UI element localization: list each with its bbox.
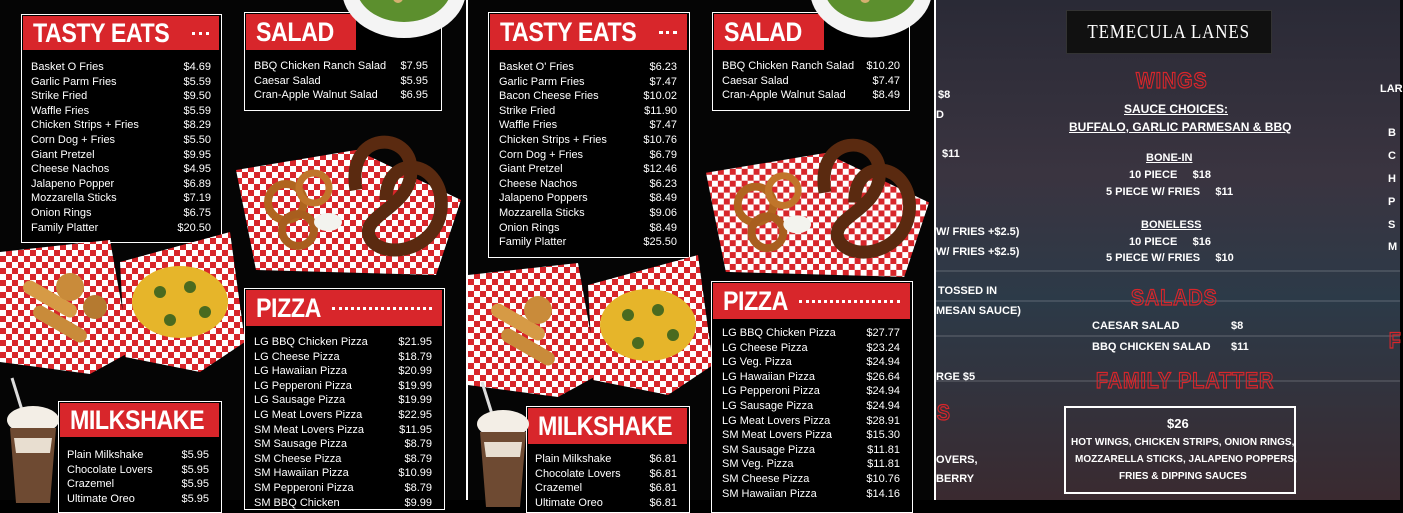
menu-item-name: LG Veg. Pizza <box>722 356 792 369</box>
menu-item-name: LG Pepperoni Pizza <box>254 379 352 392</box>
menu-item <box>722 355 900 370</box>
menu-item <box>535 452 677 467</box>
family-platter-price: $26 <box>1167 416 1189 431</box>
menu-item-name: Jalapeno Poppers <box>499 192 588 205</box>
menu-item-price: $7.47 <box>649 119 677 132</box>
menu-item-name: Family Platter <box>499 236 567 249</box>
menu-item-price: $25.50 <box>643 236 677 249</box>
menu-item-name: Mozzarella Sticks <box>31 192 117 205</box>
menu-item-price: $10.02 <box>643 90 677 103</box>
menu-item <box>31 191 211 206</box>
menu-item <box>254 379 432 394</box>
menu-item-price: $8.49 <box>872 89 900 102</box>
menu-item <box>254 423 432 438</box>
menu-item-price: $20.99 <box>398 365 432 378</box>
family-platter-desc-3: FRIES & DIPPING SAUCES <box>1119 471 1247 482</box>
menu-item-price: $28.91 <box>866 414 900 427</box>
fragment-right: M <box>1388 241 1398 253</box>
milkshake-list <box>67 448 209 506</box>
menu-item-price: $15.30 <box>866 429 900 442</box>
menu-item-price: $8.49 <box>649 221 677 234</box>
menu-item <box>722 59 900 74</box>
menu-item-name: Mozzarella Sticks <box>499 206 585 219</box>
menu-item-name: BBQ Chicken Ranch Salad <box>722 60 855 72</box>
bone-in-10: 10 PIECE $18 <box>1129 169 1211 181</box>
menu-item-price: $8.79 <box>404 438 432 451</box>
menu-item-name: LG Hawaiian Pizza <box>254 365 347 378</box>
menu-item-name: SM Pepperoni Pizza <box>254 481 354 494</box>
caesar-salad-price: $8 <box>1231 320 1244 332</box>
menu-item-name: Cran-Apple Walnut Salad <box>254 89 378 102</box>
menu-item-name: SM Veg. Pizza <box>722 458 794 471</box>
menu-item-price: $10.76 <box>866 472 900 485</box>
menu-item <box>67 492 209 507</box>
logo <box>1066 10 1272 54</box>
menu-item-name: Caesar Salad <box>254 74 321 87</box>
menu-item-name: Chicken Strips + Fries <box>31 119 139 132</box>
menu-item-price: $24.94 <box>866 356 900 369</box>
fragment-right: S <box>1388 219 1396 231</box>
menu-item <box>254 74 428 89</box>
menu-item <box>254 437 432 452</box>
menu-item-price: $5.59 <box>183 104 211 117</box>
fragment-left: RGE $5 <box>936 371 976 383</box>
menu-item <box>254 452 432 467</box>
menu-item-name: Chocolate Lovers <box>535 467 621 480</box>
menu-item-price: $6.89 <box>183 177 211 190</box>
milkshake-header <box>528 408 687 444</box>
menu-item <box>31 177 211 192</box>
menu-item-price: $7.19 <box>183 192 211 205</box>
menu-item-price: $11.90 <box>644 104 677 117</box>
fragment-left: $8 <box>938 89 951 101</box>
menu-item <box>499 89 677 104</box>
fragment-left-heading: S <box>936 400 951 425</box>
pizza-title: PIZZA <box>256 292 321 323</box>
menu-panel-middle <box>468 0 934 509</box>
menu-item-name: Cran-Apple Walnut Salad <box>722 89 846 102</box>
menu-item <box>31 75 211 90</box>
menu-item <box>535 467 677 482</box>
fragment-left: BERRY <box>936 473 975 485</box>
fragment-left: OVERS, <box>936 454 978 466</box>
milkshake-header <box>60 403 219 437</box>
menu-item <box>499 118 677 133</box>
menu-item-name: Corn Dog + Fries <box>499 148 584 161</box>
salad-list <box>722 59 900 103</box>
menu-item-name: SM Sausage Pizza <box>254 438 347 451</box>
menu-item-price: $23.24 <box>866 341 900 354</box>
tasty-eats-title: TASTY EATS <box>33 17 170 48</box>
menu-item-name: SM Cheese Pizza <box>254 452 342 465</box>
menu-item <box>499 177 677 192</box>
menu-item <box>722 384 900 399</box>
pretzel-onion-rings-image <box>706 130 934 280</box>
menu-item-name: SM Meat Lovers Pizza <box>254 423 365 436</box>
menu-item <box>254 350 432 365</box>
menu-item-price: $24.94 <box>866 399 900 412</box>
menu-item <box>31 206 211 221</box>
menu-item <box>254 466 432 481</box>
menu-item-name: LG Cheese Pizza <box>254 350 340 363</box>
menu-item <box>31 133 211 148</box>
menu-item-name: Waffle Fries <box>31 104 90 117</box>
menu-item-price: $9.06 <box>649 206 677 219</box>
menu-item-price: $27.77 <box>866 327 900 339</box>
menu-item-price: $9.50 <box>183 90 211 103</box>
menu-item-price: $9.95 <box>183 148 211 161</box>
menu-item <box>67 477 209 492</box>
menu-item <box>722 457 900 472</box>
menu-item-name: LG Sausage Pizza <box>254 394 346 407</box>
menu-panel-right <box>936 0 1403 500</box>
salads-title: SALADS <box>1130 285 1218 310</box>
menu-item <box>254 393 432 408</box>
menu-item-name: LG Meat Lovers Pizza <box>254 408 363 421</box>
milkshake-list <box>535 452 677 510</box>
menu-item <box>254 335 432 350</box>
menu-item <box>31 89 211 104</box>
fragment-right-heading: F <box>1388 328 1402 353</box>
menu-item-price: $4.69 <box>183 61 211 73</box>
mozzarella-nachos-image <box>468 255 713 400</box>
fragment-right: B <box>1388 127 1396 139</box>
bone-in-5: 5 PIECE W/ FRIES $11 <box>1106 186 1234 198</box>
tasty-eats-header <box>23 16 219 50</box>
menu-item-price: $18.79 <box>398 350 432 363</box>
menu-item-price: $20.50 <box>177 221 211 234</box>
menu-item <box>31 162 211 177</box>
menu-item-name: LG Sausage Pizza <box>722 399 814 412</box>
menu-item-price: $6.81 <box>649 467 677 480</box>
menu-item-name: Garlic Parm Fries <box>31 75 117 88</box>
menu-item <box>67 463 209 478</box>
menu-item-name: LG Hawaiian Pizza <box>722 370 815 383</box>
menu-item <box>722 88 900 103</box>
menu-item-price: $6.79 <box>649 148 677 161</box>
menu-item-price: $22.95 <box>398 408 432 421</box>
menu-item-price: $6.95 <box>400 89 428 102</box>
menu-item <box>31 148 211 163</box>
menu-item <box>722 74 900 89</box>
menu-item-name: BBQ Chicken Ranch Salad <box>254 60 387 72</box>
menu-item-name: Giant Pretzel <box>31 148 95 161</box>
menu-item-name: SM Meat Lovers Pizza <box>722 429 833 442</box>
menu-item-name: Family Platter <box>31 221 99 234</box>
menu-item <box>535 481 677 496</box>
fragment-left: W/ FRIES +$2.5) <box>936 246 1020 258</box>
menu-item-price: $10.99 <box>398 467 432 480</box>
bbq-chicken-salad-price: $11 <box>1231 341 1249 353</box>
fragment-left: MESAN SAUCE) <box>936 305 1021 317</box>
menu-item-price: $11.81 <box>867 443 900 456</box>
menu-item <box>499 235 677 250</box>
menu-item-price: $10.20 <box>866 60 900 72</box>
menu-item-name: LG Meat Lovers Pizza <box>722 414 831 427</box>
menu-item-price: $8.49 <box>649 192 677 205</box>
menu-item-price: $8.79 <box>404 452 432 465</box>
menu-item <box>722 443 900 458</box>
menu-item <box>499 162 677 177</box>
menu-panel-left <box>0 0 466 509</box>
menu-item-price: $8.79 <box>404 481 432 494</box>
menu-item-name: Onion Rings <box>499 221 560 234</box>
menu-item <box>254 88 428 103</box>
menu-item-name: Jalapeno Popper <box>31 177 115 190</box>
tasty-eats-list <box>499 60 677 250</box>
menu-item-name: Waffle Fries <box>499 119 558 132</box>
menu-item-price: $6.81 <box>649 453 677 465</box>
salad-bowl-image <box>340 0 468 40</box>
family-platter-desc-1: HOT WINGS, CHICKEN STRIPS, ONION RINGS, <box>1071 437 1295 448</box>
pizza-header <box>713 283 910 319</box>
tasty-eats-header <box>490 14 687 50</box>
menu-item-name: SM Hawaiian Pizza <box>722 487 817 500</box>
menu-item-price: $6.81 <box>649 482 677 495</box>
salad-title: SALAD <box>256 16 334 47</box>
menu-item <box>254 364 432 379</box>
menu-item <box>722 370 900 385</box>
salad-list <box>254 59 428 103</box>
menu-item-name: Strike Fried <box>31 90 88 103</box>
boneless-10: 10 PIECE $16 <box>1129 236 1211 248</box>
menu-item-price: $11.81 <box>867 458 900 471</box>
menu-item <box>499 60 677 75</box>
pizza-list <box>722 326 900 501</box>
menu-item <box>254 496 432 511</box>
menu-item-name: Plain Milkshake <box>535 453 612 465</box>
menu-item <box>31 118 211 133</box>
bbq-chicken-salad: BBQ CHICKEN SALAD <box>1092 341 1211 353</box>
menu-item-name: Chocolate Lovers <box>67 463 153 476</box>
menu-item-name: Corn Dog + Fries <box>31 133 116 146</box>
menu-item <box>722 399 900 414</box>
menu-item-price: $10.76 <box>643 133 677 146</box>
menu-item-price: $21.95 <box>398 336 432 348</box>
menu-item-price: $5.95 <box>181 449 209 461</box>
menu-item-price: $5.59 <box>183 75 211 88</box>
menu-item-name: LG BBQ Chicken Pizza <box>254 336 368 348</box>
milkshake-glass-image <box>472 382 534 507</box>
menu-item-price: $6.81 <box>649 496 677 509</box>
menu-item <box>67 448 209 463</box>
menu-item-name: Plain Milkshake <box>67 449 144 461</box>
menu-item <box>254 408 432 423</box>
mozzarella-nachos-image <box>0 232 245 377</box>
menu-item-price: $19.99 <box>398 394 432 407</box>
menu-item-price: $5.95 <box>181 492 209 505</box>
fragment-right: P <box>1388 196 1396 208</box>
menu-item-name: Garlic Parm Fries <box>499 75 585 88</box>
menu-item-price: $26.64 <box>866 370 900 383</box>
fragment-left: TOSSED IN <box>938 285 998 297</box>
menu-item-price: $7.47 <box>649 75 677 88</box>
menu-item-price: $9.99 <box>404 496 432 509</box>
menu-item-name: Giant Pretzel <box>499 163 563 176</box>
menu-item <box>722 428 900 443</box>
menu-item-name: LG BBQ Chicken Pizza <box>722 327 836 339</box>
sauce-list: BUFFALO, GARLIC PARMESAN & BBQ <box>1069 120 1292 134</box>
tasty-eats-title: TASTY EATS <box>500 16 637 47</box>
menu-item <box>499 148 677 163</box>
family-platter-desc-2: MOZZARELLA STICKS, JALAPENO POPPERS, <box>1075 454 1297 465</box>
menu-item <box>499 133 677 148</box>
menu-item-name: Crazemel <box>67 478 115 491</box>
menu-item-price: $6.75 <box>183 206 211 219</box>
menu-item-name: Basket O' Fries <box>499 61 574 73</box>
salad-title: SALAD <box>724 16 802 47</box>
menu-item-price: $4.95 <box>183 163 211 176</box>
fragment-left: $11 <box>942 148 960 160</box>
menu-item-price: $5.95 <box>181 463 209 476</box>
menu-item-name: Chicken Strips + Fries <box>499 133 607 146</box>
menu-item <box>31 60 211 75</box>
menu-item-name: Cheese Nachos <box>31 163 110 176</box>
menu-item-name: Strike Fried <box>499 104 556 117</box>
menu-item-price: $19.99 <box>398 379 432 392</box>
menu-item-name: Ultimate Oreo <box>535 496 603 509</box>
pizza-list <box>254 335 432 510</box>
pizza-header <box>246 290 442 326</box>
menu-item-name: Ultimate Oreo <box>67 492 135 505</box>
menu-item-name: Cheese Nachos <box>499 177 578 190</box>
menu-item <box>722 414 900 429</box>
bone-in-label: BONE-IN <box>1146 152 1193 164</box>
fragment-left: W/ FRIES +$2.5) <box>936 226 1020 238</box>
milkshake-title: MILKSHAKE <box>538 410 673 441</box>
menu-item-name: SM Cheese Pizza <box>722 472 810 485</box>
menu-item <box>499 206 677 221</box>
tasty-eats-list <box>31 60 211 235</box>
fragment-right: C <box>1388 150 1396 162</box>
menu-item-price: $24.94 <box>866 385 900 398</box>
menu-item-name: Basket O Fries <box>31 61 104 73</box>
boneless-label: BONELESS <box>1141 219 1202 231</box>
fragment-right: H <box>1388 173 1396 185</box>
menu-item <box>722 472 900 487</box>
milkshake-title: MILKSHAKE <box>70 404 205 435</box>
menu-item-price: $6.23 <box>649 177 677 190</box>
milkshake-glass-image <box>2 378 64 503</box>
wings-title: WINGS <box>1135 68 1208 93</box>
menu-item-price: $8.29 <box>183 119 211 132</box>
caesar-salad: CAESAR SALAD <box>1092 320 1180 332</box>
menu-item <box>254 59 428 74</box>
menu-item-name: SM Sausage Pizza <box>722 443 815 456</box>
fragment-right: LAR <box>1380 83 1403 95</box>
menu-item <box>535 496 677 511</box>
menu-item-name: SM BBQ Chicken <box>254 496 340 509</box>
menu-item <box>31 104 211 119</box>
menu-item-name: SM Hawaiian Pizza <box>254 467 349 480</box>
menu-item-price: $5.50 <box>183 133 211 146</box>
menu-item-price: $11.95 <box>399 423 432 436</box>
family-platter-title: FAMILY PLATTER <box>1095 368 1275 393</box>
menu-item-price: $5.95 <box>181 478 209 491</box>
pizza-title: PIZZA <box>723 285 788 316</box>
menu-item-name: LG Pepperoni Pizza <box>722 385 820 398</box>
menu-item <box>499 221 677 236</box>
menu-item-name: LG Cheese Pizza <box>722 341 808 354</box>
menu-item-price: $6.23 <box>649 61 677 73</box>
logo-text: TEMECULA LANES <box>1087 20 1251 43</box>
menu-item-name: Caesar Salad <box>722 74 789 87</box>
menu-item <box>722 326 900 341</box>
menu-item-name: Onion Rings <box>31 206 92 219</box>
boneless-5: 5 PIECE W/ FRIES $10 <box>1106 252 1234 264</box>
salad-bowl-image <box>808 0 934 40</box>
menu-item <box>499 104 677 119</box>
pretzel-onion-rings-image <box>236 130 466 275</box>
sauce-label: SAUCE CHOICES: <box>1124 102 1229 116</box>
menu-item-price: $7.95 <box>400 60 428 72</box>
menu-item-price: $5.95 <box>400 74 428 87</box>
menu-item-price: $12.46 <box>643 163 677 176</box>
menu-item <box>254 481 432 496</box>
fragment-left: D <box>936 109 944 121</box>
menu-item <box>722 487 900 502</box>
menu-item <box>499 191 677 206</box>
menu-item <box>722 341 900 356</box>
menu-item-price: $7.47 <box>872 74 900 87</box>
menu-item-name: Crazemel <box>535 482 583 495</box>
menu-item-price: $14.16 <box>866 487 900 500</box>
menu-item-name: Bacon Cheese Fries <box>499 90 599 103</box>
menu-item <box>499 75 677 90</box>
